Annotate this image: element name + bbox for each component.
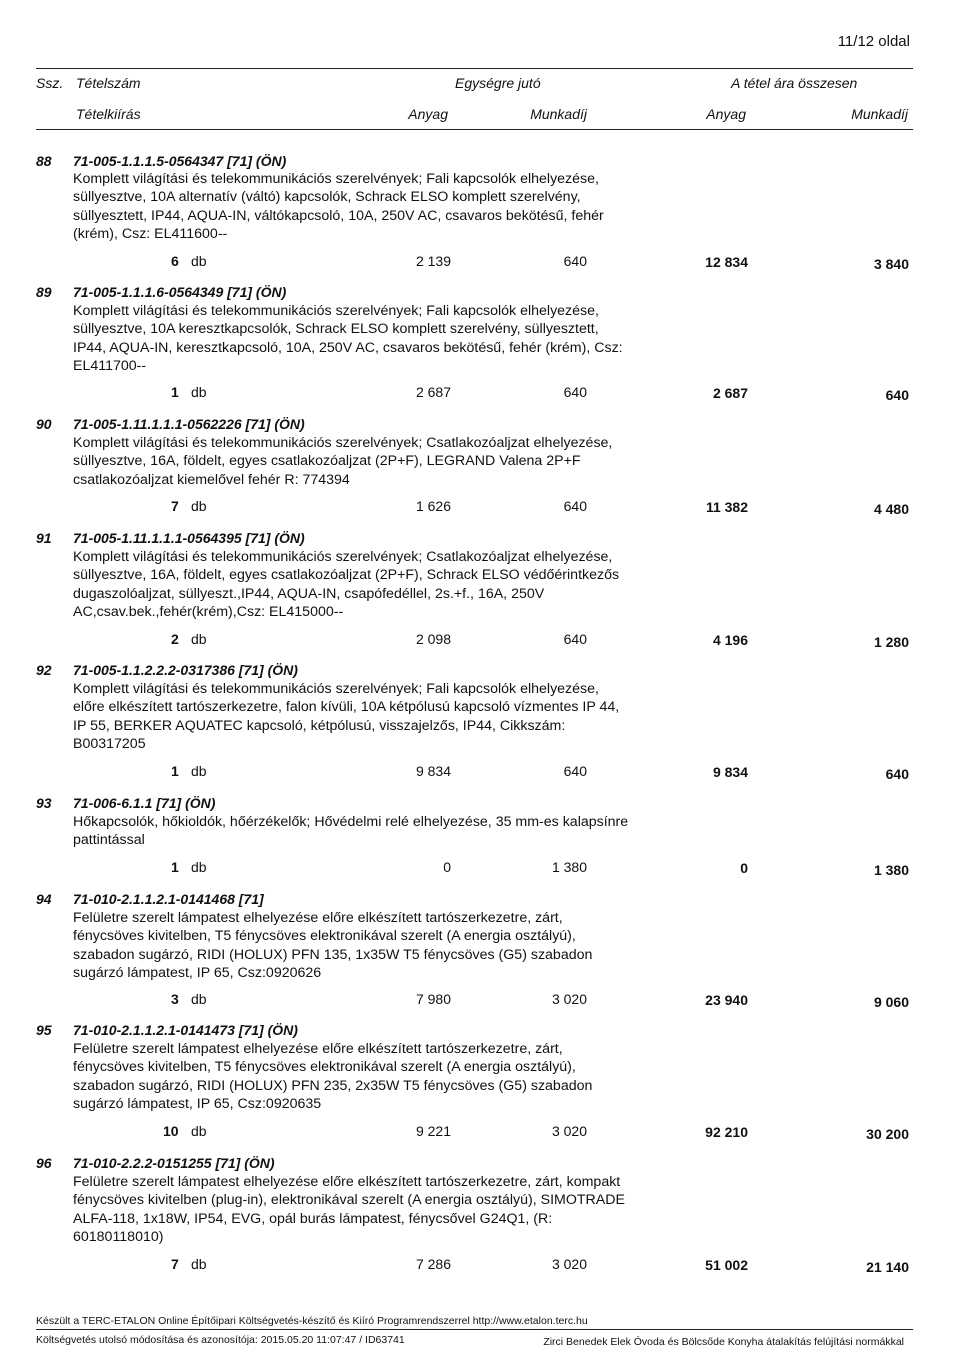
item-unit: db <box>191 384 207 400</box>
header-top-rule <box>36 68 913 69</box>
item-quantity: 2 <box>171 631 179 647</box>
item-code: 71-006-6.1.1 [71] (ÖN) <box>73 795 216 811</box>
item-description: Komplett világítási és telekommunikációs szerelvények; Fali kapcsolók elhelyezése, süllyesztve, 10A alternatív (váltó) kapcsolók, Schrack ELSO komplett szerelvény, süllyesztett, IP44, AQUA-IN, váltókapcsoló, 10A, 250V AC, csavaros bekötésű, fehér (krém), Csz: EL411600-- <box>73 171 604 242</box>
item-total-munkadij: 4 480 <box>873 501 909 517</box>
item-unit: db <box>191 859 207 875</box>
item-total-munkadij: 1 280 <box>873 634 909 650</box>
item-total-anyag: 12 834 <box>705 254 748 270</box>
item-code: 71-005-1.1.1.6-0564349 [71] (ÖN) <box>73 284 287 300</box>
item-code: 71-005-1.11.1.1.1-0564395 [71] (ÖN) <box>73 530 305 546</box>
item-total-munkadij: 30 200 <box>866 1126 909 1142</box>
item-unit-munkadij: 3 020 <box>551 991 587 1007</box>
item-quantity: 7 <box>171 1256 179 1272</box>
item-description: Komplett világítási és telekommunikációs szerelvények; Fali kapcsolók elhelyezése, előre elkészített tartószerkezetre, falon kívüli, 10A kétpólusú kapcsoló vízmentes IP 44, IP 55, BERKER AQUATEC kapcsoló, kétpólusú, visszajelzős, IP44, Cikkszám: B00317205 <box>73 681 620 752</box>
item-unit-anyag: 7 980 <box>415 991 451 1007</box>
item-description: Felületre szerelt lámpatest elhelyezése előre elkészített tartószerkezetre, zárt, fénycsöves kivitelben, T5 fénycsöves elektronikával szerelt (A energia osztályú), szabadon sugárzó, RIDI (HOLUX) PFN 235, 2x35W T5 fénycsöves (G5) szabadon sugárzó lámpatest, IP 65, Csz:0920635 <box>73 1041 593 1112</box>
header-tetelszam: Tételszám <box>76 75 141 91</box>
item-code: 71-005-1.1.2.2.2-0317386 [71] (ÖN) <box>73 662 298 678</box>
item-total-anyag: 23 940 <box>705 992 748 1008</box>
item-description: Felületre szerelt lámpatest elhelyezése előre elkészített tartószerkezetre, zárt, kompakt fénycsöves kivitelben (plug-in), elektronikával szerelt (A energia osztályú), SIMOTRADE ALFA-118, 1x18W, IP54, EVG, opál burás lámpatest, fénycsővel G24Q1, (R: 60180118010) <box>73 1174 625 1245</box>
item-quantity: 10 <box>163 1123 179 1139</box>
item-total-munkadij: 21 140 <box>866 1259 909 1275</box>
item-unit-munkadij: 1 380 <box>551 859 587 875</box>
item-unit: db <box>191 253 207 269</box>
item-unit-munkadij: 640 <box>563 253 587 269</box>
item-total-munkadij: 640 <box>885 387 909 403</box>
item-unit-anyag: 1 626 <box>415 498 451 514</box>
item-unit: db <box>191 991 207 1007</box>
item-unit-anyag: 2 687 <box>415 384 451 400</box>
footer-rule <box>36 1329 913 1330</box>
item-description: Felületre szerelt lámpatest elhelyezése előre elkészített tartószerkezetre, zárt, fénycsöves kivitelben, T5 fénycsöves elektronikával szerelt (A energia osztályú), szabadon sugárzó, RIDI (HOLUX) PFN 135, 1x35W T5 fénycsöves (G5) szabadon sugárzó lámpatest, IP 65, Csz:0920626 <box>73 910 593 981</box>
item-quantity: 1 <box>171 859 179 875</box>
item-number: 96 <box>36 1155 52 1171</box>
item-total-anyag: 9 834 <box>712 764 748 780</box>
item-total-munkadij: 1 380 <box>873 862 909 878</box>
item-unit-anyag: 0 <box>443 859 451 875</box>
item-number: 88 <box>36 153 52 169</box>
item-total-anyag: 92 210 <box>705 1124 748 1140</box>
footer-project-name: Zirci Benedek Elek Óvoda és Bölcsőde Konyha átalakítás felújítási normákkal <box>543 1336 904 1348</box>
item-quantity: 6 <box>171 253 179 269</box>
item-unit-anyag: 2 098 <box>415 631 451 647</box>
item-quantity: 7 <box>171 498 179 514</box>
header-munkadij-total: Munkadíj <box>851 106 908 122</box>
header-munkadij-unit: Munkadíj <box>530 106 587 122</box>
header-anyag-total: Anyag <box>706 106 746 122</box>
item-quantity: 3 <box>171 991 179 1007</box>
item-total-munkadij: 3 840 <box>873 256 909 272</box>
footer-modification-info: Költségvetés utolsó módosítása és azonosítója: 2015.05.20 11:07:47 / ID63741 <box>36 1334 405 1346</box>
item-code: 71-005-1.1.1.5-0564347 [71] (ÖN) <box>73 153 287 169</box>
item-unit-anyag: 7 286 <box>415 1256 451 1272</box>
item-unit: db <box>191 1123 207 1139</box>
item-unit: db <box>191 763 207 779</box>
item-number: 90 <box>36 416 52 432</box>
item-unit-munkadij: 3 020 <box>551 1123 587 1139</box>
item-code: 71-010-2.1.1.2.1-0141473 [71] (ÖN) <box>73 1022 298 1038</box>
item-quantity: 1 <box>171 763 179 779</box>
item-description: Komplett világítási és telekommunikációs szerelvények; Csatlakozóaljzat elhelyezése, süllyesztve, 16A, földelt, egyes csatlakozóaljzat (2P+F), Schrack ELSO védőérintkezős dugaszolóaljzat, süllyeszt.,IP44, AQUA-IN, csapófedéllel, 2s.+f., 16A, 250V AC,csav.bek.,fehér(krém),Csz: EL415000-- <box>73 549 620 620</box>
item-unit-munkadij: 640 <box>563 498 587 514</box>
header-tetelkiiras: Tételkiírás <box>76 106 141 122</box>
item-number: 92 <box>36 662 52 678</box>
item-code: 71-010-2.1.1.2.1-0141468 [71] <box>73 891 264 907</box>
item-description: Komplett világítási és telekommunikációs szerelvények; Csatlakozóaljzat elhelyezése, süllyesztve, 16A, földelt, egyes csatlakozóaljzat (2P+F), LEGRAND Valena 2P+F csatlakozóaljzat kiemelővel fehér R: 774394 <box>73 435 613 488</box>
item-number: 91 <box>36 530 52 546</box>
item-total-munkadij: 640 <box>885 766 909 782</box>
header-bottom-rule <box>36 129 913 130</box>
item-total-anyag: 51 002 <box>705 1257 748 1273</box>
item-quantity: 1 <box>171 384 179 400</box>
item-total-anyag: 11 382 <box>705 499 748 515</box>
item-unit: db <box>191 1256 207 1272</box>
item-unit-anyag: 2 139 <box>415 253 451 269</box>
item-total-anyag: 4 196 <box>712 632 748 648</box>
item-unit: db <box>191 498 207 514</box>
item-code: 71-005-1.11.1.1.1-0562226 [71] (ÖN) <box>73 416 305 432</box>
item-total-munkadij: 9 060 <box>873 994 909 1010</box>
header-ssz: Ssz. <box>36 75 64 91</box>
item-number: 89 <box>36 284 52 300</box>
item-unit-munkadij: 640 <box>563 763 587 779</box>
item-unit-munkadij: 640 <box>563 631 587 647</box>
item-unit-anyag: 9 834 <box>415 763 451 779</box>
header-tetel-ara: A tétel ára összesen <box>731 75 858 91</box>
item-description: Hőkapcsolók, hőkioldók, hőérzékelők; Hővédelmi relé elhelyezése, 35 mm-es kalapsínre pattintással <box>73 814 629 849</box>
item-description: Komplett világítási és telekommunikációs szerelvények; Fali kapcsolók elhelyezése, süllyesztve, 10A keresztkapcsolók, Schrack ELSO komplett szerelvény, süllyesztett, IP44, AQUA-IN, keresztkapcsoló, 10A, 250V AC, csavaros bekötésű, fehér (krém), Csz: EL411700-- <box>73 303 623 374</box>
item-total-anyag: 0 <box>740 860 748 876</box>
item-number: 95 <box>36 1022 52 1038</box>
item-number: 93 <box>36 795 52 811</box>
item-unit-munkadij: 3 020 <box>551 1256 587 1272</box>
item-number: 94 <box>36 891 52 907</box>
item-unit-anyag: 9 221 <box>415 1123 451 1139</box>
item-code: 71-010-2.2.2-0151255 [71] (ÖN) <box>73 1155 275 1171</box>
footer-generator-note: Készült a TERC-ETALON Online Építőipari Költségvetés-készítő és Kiíró Programrendszerrel http://www.etalon.terc.hu <box>36 1315 588 1327</box>
item-unit: db <box>191 631 207 647</box>
item-total-anyag: 2 687 <box>712 385 748 401</box>
header-egysegre-juto: Egységre jutó <box>455 75 541 91</box>
page-number: 11/12 oldal <box>837 33 910 50</box>
item-unit-munkadij: 640 <box>563 384 587 400</box>
header-anyag-unit: Anyag <box>408 106 448 122</box>
